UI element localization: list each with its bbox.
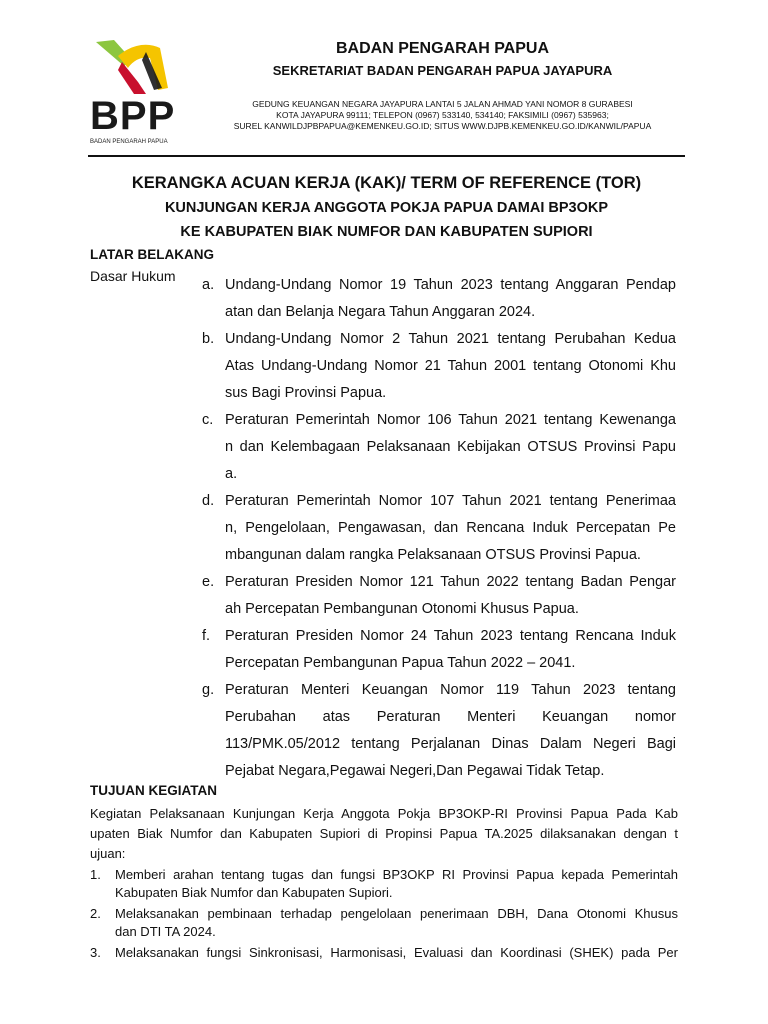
legal-basis-line: sus Bagi Provinsi Papua.	[225, 385, 387, 401]
bpp-logo	[88, 38, 180, 150]
legal-basis-line: Peraturan Pemerintah Nomor 106 Tahun 2021 tentang Kewenanga	[225, 412, 676, 428]
legal-basis-item	[200, 326, 676, 407]
legal-basis-line: Undang-Undang Nomor 19 Tahun 2023 tentang Anggaran Pendap	[225, 277, 676, 293]
logo-subtitle: BADAN PENGARAH PAPUA	[90, 139, 168, 145]
bpp-logo-emblem	[88, 38, 180, 98]
letterhead-divider	[88, 155, 685, 157]
legal-basis-line: n, Pengelolaan, Pengawasan, dan Rencana Induk Percepatan Pe	[225, 520, 676, 536]
org-name: BADAN PENGARAH PAPUA	[335, 40, 550, 57]
legal-basis-item	[200, 407, 676, 488]
section-heading-background: LATAR BELAKANG	[90, 247, 214, 262]
purpose-item-line: Kabupaten Biak Numfor dan Kabupaten Supiori.	[115, 884, 393, 900]
purpose-line: ujuan:	[90, 846, 126, 861]
list-marker: 3.	[90, 945, 101, 960]
list-marker: b.	[202, 331, 215, 347]
legal-basis-line: Percepatan Pembangunan Papua Tahun 2022 – 2041.	[225, 655, 576, 671]
list-marker: c.	[202, 412, 214, 428]
purpose-line: Kegiatan Pelaksanaan Kunjungan Kerja Anggota Pokja BP3OKP-RI Provinsi Papua Pada Kab	[90, 806, 678, 821]
purpose-item-line: Memberi arahan tentang tugas dan fungsi BP3OKP RI Provinsi Papua kepada Pemerintah	[115, 867, 678, 882]
legal-basis-item	[200, 488, 676, 569]
document-title: KERANGKA ACUAN KERJA (KAK)/ TERM OF REFERENCE (TOR)	[131, 174, 642, 192]
purpose-line: upaten Biak Numfor dan Kabupaten Supiori di Propinsi Papua TA.2025 dilaksanakan dengan t	[90, 826, 678, 841]
legal-basis-item	[200, 623, 676, 677]
legal-basis-item	[200, 569, 676, 623]
legal-basis-item	[200, 677, 676, 785]
legal-basis-line: mbangunan dalam rangka Pelaksanaan OTSUS Provinsi Papua.	[225, 547, 641, 563]
legal-basis-line: Undang-Undang Nomor 2 Tahun 2021 tentang Perubahan Kedua	[225, 331, 676, 347]
legal-basis-line: Pejabat Negara,Pegawai Negeri,Dan Pegawai Tidak Tetap.	[225, 763, 605, 779]
legal-basis-line: Peraturan Menteri Keuangan Nomor 119 Tahun 2023 tentang	[225, 682, 676, 698]
purpose-paragraph	[90, 804, 678, 864]
org-subtitle: SEKRETARIAT BADAN PENGARAH PAPUA JAYAPURA	[272, 63, 613, 78]
list-marker: f.	[202, 628, 211, 644]
legal-basis-line: Peraturan Presiden Nomor 24 Tahun 2023 tentang Rencana Induk	[225, 628, 676, 644]
address-line: SUREL KANWILDJPBPAPUA@KEMENKEU.GO.ID; SITUS WWW.DJPB.KEMENKEU.GO.ID/KANWIL/PAPUA	[233, 121, 652, 131]
list-marker: 1.	[90, 867, 101, 882]
list-marker: g.	[202, 682, 215, 698]
list-marker: 2.	[90, 906, 101, 921]
org-address	[200, 99, 685, 132]
purpose-list	[90, 866, 678, 966]
purpose-item	[90, 944, 678, 962]
logo-wordmark: BPP	[90, 94, 176, 138]
document-subtitle-1: KUNJUNGAN KERJA ANGGOTA POKJA PAPUA DAMAI BP3OKP	[164, 200, 609, 216]
legal-basis-line: n dan Kelembagaan Pelaksanaan Kebijakan OTSUS Provinsi Papu	[225, 439, 676, 455]
legal-basis-line: 113/PMK.05/2012 tentang Perjalanan Dinas Dalam Negeri Bagi	[225, 736, 676, 752]
list-marker: e.	[202, 574, 215, 590]
legal-basis-line: atan dan Belanja Negara Tahun Anggaran 2024.	[225, 304, 536, 320]
legal-basis-list	[200, 272, 676, 785]
list-marker: a.	[202, 277, 215, 293]
legal-basis-line: Atas Undang-Undang Nomor 21 Tahun 2001 tentang Otonomi Khu	[225, 358, 676, 374]
legal-basis-item	[200, 272, 676, 326]
section-heading-purpose: TUJUAN KEGIATAN	[90, 783, 217, 798]
legal-basis-line: a.	[225, 466, 238, 482]
purpose-item	[90, 866, 678, 901]
document-subtitle-2: KE KABUPATEN BIAK NUMFOR DAN KABUPATEN SUPIORI	[180, 224, 593, 240]
purpose-item-line: Melaksanakan fungsi Sinkronisasi, Harmonisasi, Evaluasi dan Koordinasi (SHEK) pada Per	[115, 945, 678, 960]
address-line: KOTA JAYAPURA 99111; TELEPON (0967) 533140, 534140; FAKSIMILI (0967) 535963;	[276, 110, 609, 120]
list-marker: d.	[202, 493, 215, 509]
purpose-item	[90, 905, 678, 940]
purpose-item-line: Melaksanakan pembinaan terhadap pengelolaan penerimaan DBH, Dana Otonomi Khusus	[115, 906, 678, 921]
legal-basis-label: Dasar Hukum	[90, 268, 176, 284]
purpose-item-line: dan DTI TA 2024.	[115, 923, 216, 939]
legal-basis-line: Peraturan Pemerintah Nomor 107 Tahun 2021 tentang Penerimaa	[225, 493, 676, 509]
legal-basis-line: Peraturan Presiden Nomor 121 Tahun 2022 tentang Badan Pengar	[225, 574, 676, 590]
address-line: GEDUNG KEUANGAN NEGARA JAYAPURA LANTAI 5 JALAN AHMAD YANI NOMOR 8 GURABESI	[252, 99, 633, 109]
legal-basis-line: ah Percepatan Pembangunan Otonomi Khusus Papua.	[225, 601, 579, 617]
legal-basis-line: Perubahan atas Peraturan Menteri Keuangan nomor	[225, 709, 676, 725]
